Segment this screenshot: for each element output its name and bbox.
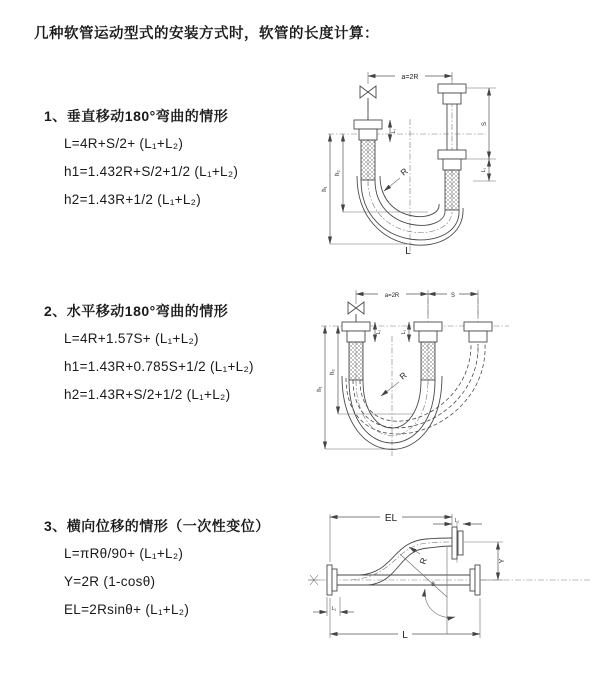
dim-a2r-label: a=2R	[384, 293, 400, 299]
left-flange	[327, 565, 337, 595]
dim-l1-top-label: L₁	[454, 518, 460, 524]
section1-formula-h2: h2=1.43R+1/2 (L₁+L₂)	[64, 192, 202, 207]
diagram-vertical-180-bend	[316, 64, 548, 256]
dim-a2r	[356, 289, 478, 318]
dim-h1-label: h₁	[322, 186, 328, 192]
dim-s-label: S	[482, 121, 488, 127]
section3-formula-el: EL=2Rsinθ+ (L₁+L₂)	[64, 602, 190, 617]
dim-h2-label: h₂	[335, 170, 341, 176]
dim-l1-left	[313, 597, 354, 616]
dim-l1-right	[481, 159, 489, 181]
section3-formula-y: Y=2R (1-cosθ)	[64, 574, 156, 589]
radius-label: R	[417, 556, 429, 566]
dim-s-label: S	[450, 293, 456, 299]
section1-formula-h1: h1=1.432R+S/2+1/2 (L₁+L₂)	[64, 164, 239, 179]
dim-l-label: L	[402, 630, 408, 641]
break-symbol-icon	[308, 575, 320, 585]
section2-formula-h1: h1=1.43R+0.785S+1/2 (L₁+L₂)	[64, 359, 254, 374]
theta-label: θ	[431, 582, 435, 588]
section1-formula-l: L=4R+S/2+ (L₁+L₂)	[64, 136, 184, 151]
dim-a2r-label: a=2R	[401, 74, 419, 81]
dim-l1-left	[375, 322, 382, 342]
dim-l1-left-label: L₁	[376, 329, 382, 335]
dim-l1-mid	[401, 322, 409, 342]
hose-s-curve	[350, 538, 452, 585]
dim-l1-left	[390, 120, 397, 142]
left-pipe-fitting	[354, 120, 382, 180]
section2-heading: 2、水平移动180°弯曲的情形	[44, 303, 229, 319]
diagram-horizontal-180-bend	[313, 284, 560, 459]
dim-y-label: Y	[499, 558, 506, 564]
dim-s	[466, 88, 496, 181]
dim-l1-top	[433, 518, 482, 524]
dim-a2r	[368, 71, 452, 84]
dim-h2	[330, 326, 413, 414]
valve-icon	[360, 86, 376, 120]
section1-heading: 1、垂直移动180°弯曲的情形	[44, 108, 229, 124]
diagram-lateral-displacement	[300, 502, 600, 650]
section2-formula-h2: h2=1.43R+S/2+1/2 (L₁+L₂)	[64, 387, 231, 402]
middle-pipe-fitting	[414, 322, 442, 380]
dim-y	[481, 542, 506, 580]
centerlines	[308, 522, 592, 580]
dim-l1-mid-label: L₁	[401, 329, 407, 335]
section2-formula-l: L=4R+1.57S+ (L₁+L₂)	[64, 331, 199, 346]
dim-el	[330, 511, 452, 562]
dim-el-label: EL	[384, 513, 398, 524]
dim-h2	[335, 134, 428, 212]
dim-l	[330, 598, 480, 641]
section3-formula-l: L=πRθ/90+ (L₁+L₂)	[64, 546, 184, 561]
left-pipe-fitting	[342, 322, 370, 380]
dim-l1-left-label: L₁	[331, 606, 337, 612]
radius-label: R	[398, 165, 410, 178]
dim-h1-label: h₁	[317, 386, 323, 392]
dim-h2-label: h₂	[330, 369, 336, 375]
section3-heading: 3、横向位移的情形（一次性变位）	[44, 518, 270, 534]
length-label: L	[405, 246, 411, 256]
page-title: 几种软管运动型式的安装方式时，软管的长度计算：	[34, 26, 379, 42]
upper-flange	[452, 527, 503, 559]
hose-u-displaced	[346, 344, 485, 434]
dim-l1-right-label: L₁	[481, 167, 487, 173]
dim-s	[428, 289, 478, 299]
dim-l1-left-label: L₁	[391, 128, 397, 134]
radius-annotation	[384, 166, 410, 191]
radius-annotation	[381, 370, 409, 396]
displaced-pipe-fitting	[464, 322, 492, 342]
radius-label: R	[397, 369, 409, 382]
centerlines	[328, 78, 486, 252]
valve-icon	[348, 302, 364, 322]
right-flange	[470, 565, 480, 595]
